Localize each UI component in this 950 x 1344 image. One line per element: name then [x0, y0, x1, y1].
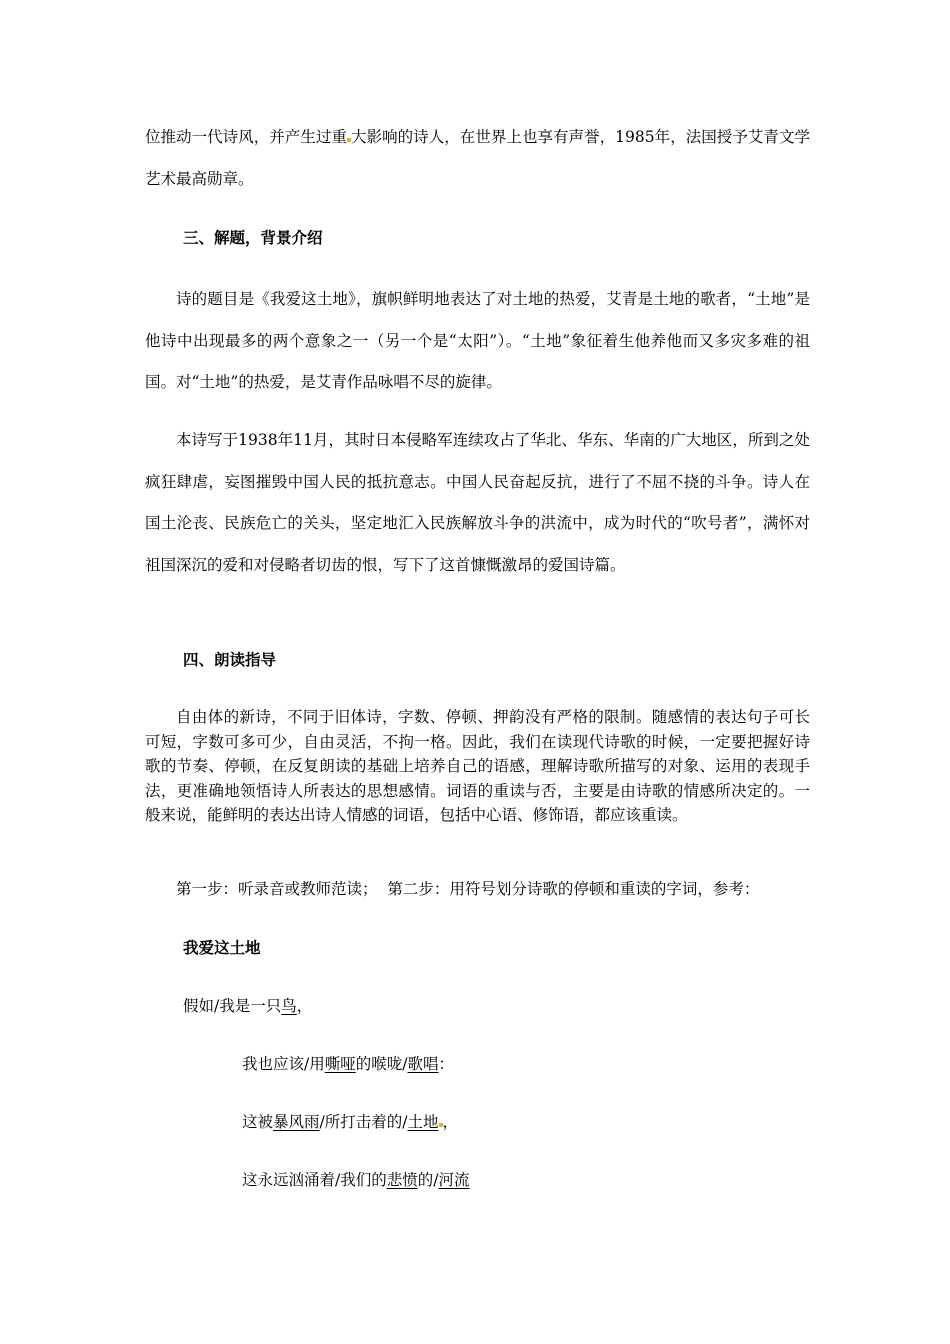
intro-text-a: 位推动一代诗风，并产生过重: [145, 128, 347, 146]
stress-word: 歌唱: [407, 1055, 439, 1073]
intro-text-b: 大影响的诗人，在世界上也享有声誉，1985年，法国授予艾青文学艺术最高勋章。: [145, 128, 810, 188]
stress-word: 暴风雨: [273, 1113, 320, 1131]
stress-word: 悲愤: [386, 1171, 418, 1189]
stress-word: 嘶哑: [324, 1055, 356, 1073]
section4-heading: 四、朗读指导: [183, 651, 277, 669]
section3-para1: [145, 279, 810, 404]
stress-word: 土地: [407, 1113, 439, 1131]
section4-para1: [145, 705, 810, 828]
section3-para1-text: 诗的题目是《我爱这土地》，旗帜鲜明地表达了对土地的热爱，艾青是土地的歌者，“土地”是他诗中出现最多的两个意象之一（另一个是“太阳”）。“土地”象征着生他养他而又多灾多难的祖国。对“土地”的热爱，是艾青作品咏唱不尽的旋律。: [145, 290, 810, 391]
section4-steps: [145, 877, 810, 902]
poem-line-3: 这被暴风雨/所打击着的/土地 ，: [242, 1113, 459, 1131]
section4-para1-text: 自由体的新诗，不同于旧体诗，字数、停顿、押韵没有严格的限制。随感情的表达句子可长可短，字数可多可少，自由灵活，不拘一格。因此，我们在读现代诗歌的时候，一定要把握好诗歌的节奏、停顿，在反复朗读的基础上培养自己的语感，理解诗歌所描写的对象、运用的表现手法，更准确地领悟诗人所表达的思想感情。词语的重读与否，主要是由诗歌的情感所决定的。一般来说，能鲜明的表达出诗人情感的词语，包括中心语、修饰语，都应该重读。: [145, 708, 810, 824]
poem-line-4: 这永远汹涌着/我们的悲愤的/河流: [242, 1171, 470, 1189]
intro-paragraph: [145, 117, 810, 200]
section3-heading: 三、解题，背景介绍: [183, 229, 323, 247]
poem-line-2: 我也应该/用嘶哑的喉咙/歌唱：: [242, 1055, 455, 1073]
stress-word: 河流: [438, 1171, 470, 1189]
poem-line-1: 假如/我是一只鸟，: [183, 997, 313, 1015]
section4-steps-text: 第一步：听录音或教师范读； 第二步：用符号划分诗歌的停顿和重读的字词，参考：: [176, 880, 760, 898]
poem-title: 我爱这土地: [183, 939, 261, 957]
section3-para2-text: 本诗写于1938年11月，其时日本侵略军连续攻占了华北、华东、华南的广大地区，所到之处疯狂肆虐，妄图摧毁中国人民的抵抗意志。中国人民奋起反抗，进行了不屈不挠的斗争。诗人在国土沦丧、民族危亡的关头，坚定地汇入民族解放斗争的洪流中，成为时代的“吹号者”，满怀对祖国深沉的爱和对侵略者切齿的恨，写下了这首慷慨激昂的爱国诗篇。: [145, 431, 810, 574]
section3-para2: [145, 420, 810, 586]
stress-word: 鸟: [281, 997, 297, 1015]
